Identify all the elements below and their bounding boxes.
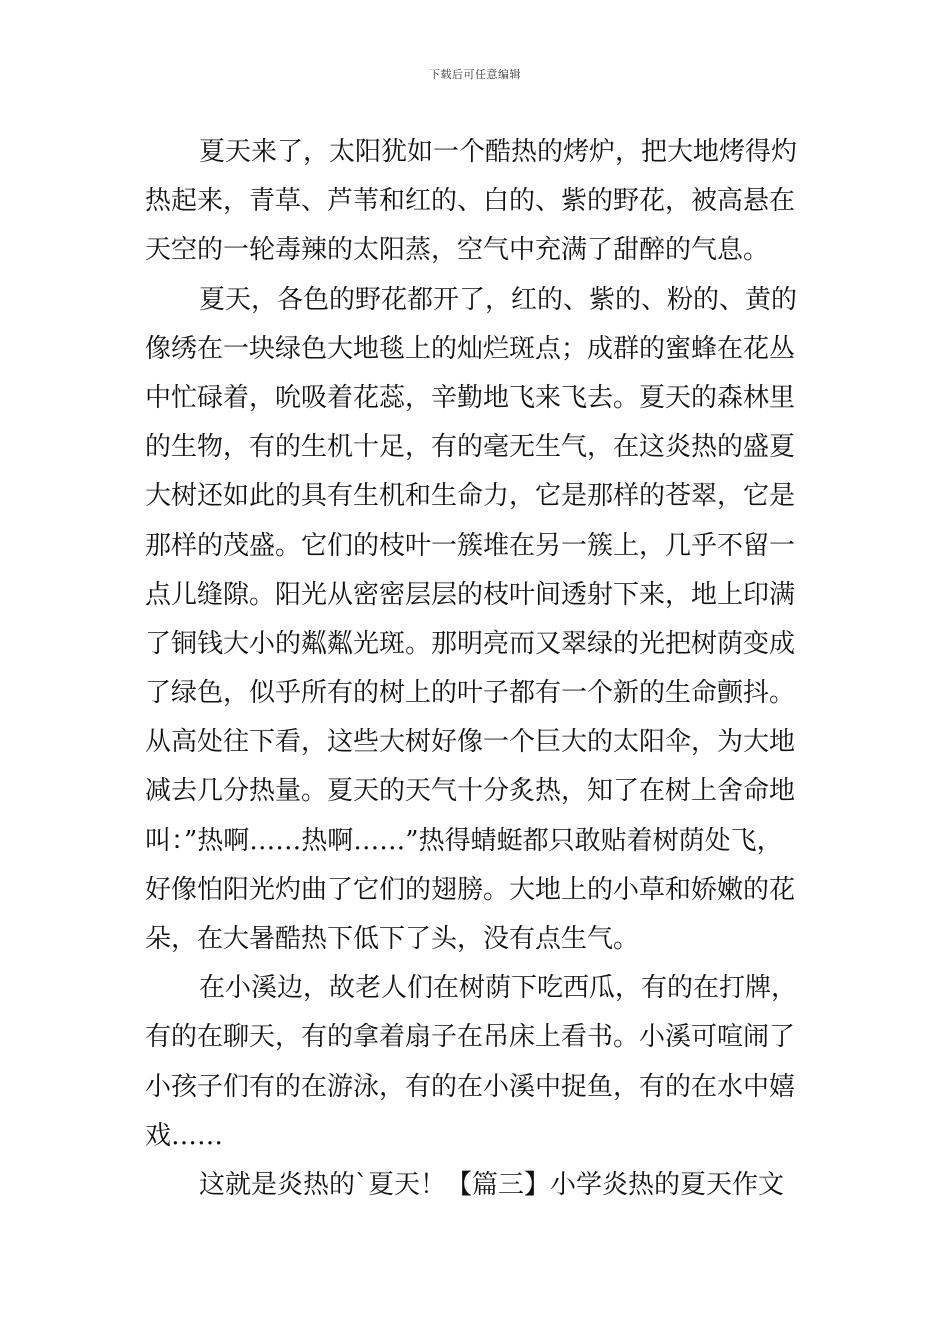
paragraph-2-line-10: 从高处往下看，这些大树好像一个巨大的太阳伞，为大地 [145,727,796,758]
paragraph-3-line-2: 有的在聊天，有的拿着扇子在吊床上看书。小溪可喧闹了 [145,1022,796,1053]
paragraph-2-line-9: 了绿色，似乎所有的树上的叶子都有一个新的生命颤抖。 [145,678,796,709]
paragraph-2-line-12: 叫：”热啊……热啊……”热得蜻蜓都只敢贴着树荫处飞， [145,825,783,856]
paragraph-2-line-7: 点儿缝隙。阳光从密密层层的枝叶间透射下来，地上印满 [145,579,796,610]
paragraph-1-line-1: 夏天来了，太阳犹如一个酷热的烤炉，把大地烤得灼 [199,137,798,167]
paragraph-2-line-3: 中忙碌着，吮吸着花蕊，辛勤地飞来飞去。夏天的森林里 [145,382,796,413]
paragraph-2-line-13: 好像怕阳光灼曲了它们的翅膀。大地上的小草和娇嫩的花 [145,874,796,905]
paragraph-2-line-14: 朵，在大暑酷热下低下了头，没有点生气。 [145,924,640,954]
paragraph-3-line-3: 小孩子们有的在游泳，有的在小溪中捉鱼，有的在水中嬉 [145,1071,796,1102]
paragraph-2-line-1: 夏天，各色的野花都开了，红的、紫的、粉的、黄的 [199,284,798,315]
paragraph-2-line-2: 像绣在一块绿色大地毯上的灿烂斑点；成群的蜜蜂在花丛 [145,333,796,364]
paragraph-2-line-8: 了铜钱大小的粼粼光斑。那明亮而又翠绿的光把树荫变成 [145,628,796,659]
paragraph-1-line-2: 热起来，青草、芦苇和红的、白的、紫的野花，被高悬在 [145,186,796,217]
header-note: 下载后可任意编辑 [429,68,521,81]
paragraph-2-line-11: 减去几分热量。夏天的天气十分炙热，知了在树上舍命地 [145,776,796,807]
paragraph-4-line-1: 这就是炎热的`夏天！【篇三】小学炎热的夏天作文 [199,1169,785,1200]
paragraph-2-line-6: 那样的茂盛。它们的枝叶一簇堆在另一簇上，几乎不留一 [145,530,796,561]
paragraph-2-line-4: 的生物，有的生机十足，有的毫无生气，在这炎热的盛夏 [145,432,796,463]
essay-body [145,128,815,1210]
paragraph-1-line-3: 天空的一轮毒辣的太阳蒸，空气中充满了甜醉的气息。 [145,235,770,266]
paragraph-3-line-1: 在小溪边，故老人们在树荫下吃西瓜，有的在打牌， [199,973,798,1004]
paragraph-3-line-4: 戏…… [145,1120,224,1151]
paragraph-2-line-5: 大树还如此的具有生机和生命力，它是那样的苍翠，它是 [145,481,796,512]
